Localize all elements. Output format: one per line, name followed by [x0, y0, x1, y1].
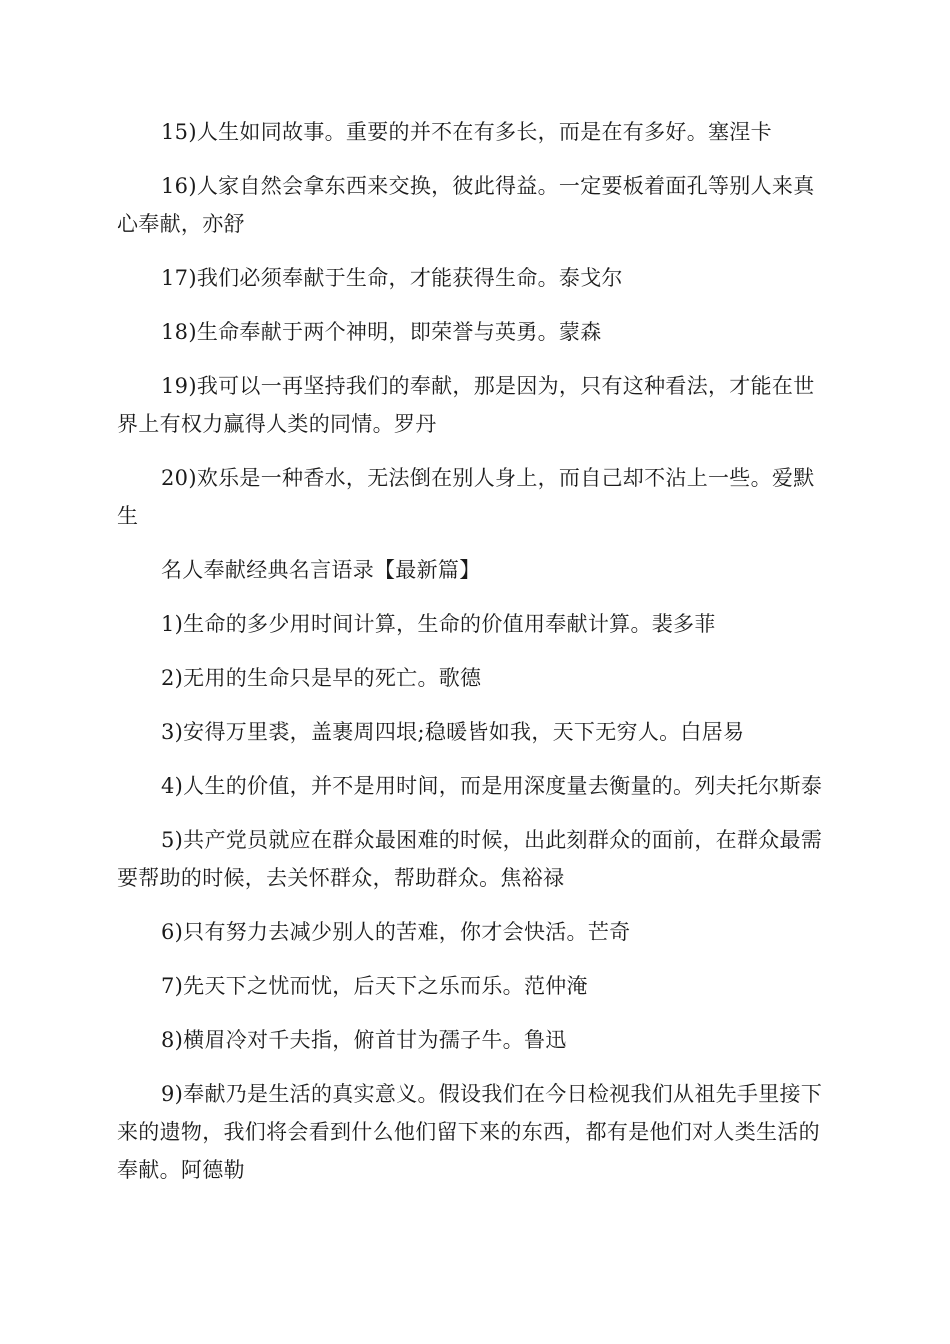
quote-5: 5)共产党员就应在群众最困难的时候，出此刻群众的面前，在群众最需要帮助的时候，去关怀群众，帮助群众。焦裕禄	[117, 828, 823, 890]
quote-16: 16)人家自然会拿东西来交换，彼此得益。一定要板着面孔等别人来真心奉献，亦舒	[117, 174, 815, 236]
quote-6: 6)只有努力去减少别人的苦难，你才会快活。芒奇	[161, 920, 631, 944]
quote-19: 19)我可以一再坚持我们的奉献，那是因为，只有这种看法，才能在世界上有权力赢得人类的同情。罗丹	[117, 374, 815, 436]
quote-8: 8)横眉冷对千夫指，俯首甘为孺子牛。鲁迅	[161, 1028, 567, 1052]
quote-15: 15)人生如同故事。重要的并不在有多长，而是在有多好。塞涅卡	[161, 120, 772, 144]
quote-17: 17)我们必须奉献于生命，才能获得生命。泰戈尔	[161, 266, 623, 290]
section-heading: 名人奉献经典名言语录【最新篇】	[161, 558, 481, 582]
quote-20: 20)欢乐是一种香水，无法倒在别人身上，而自己却不沾上一些。爱默生	[117, 466, 815, 528]
quote-7: 7)先天下之忧而忧，后天下之乐而乐。范仲淹	[161, 974, 588, 998]
quote-3: 3)安得万里裘，盖裹周四垠;稳暖皆如我，天下无穷人。白居易	[161, 720, 745, 744]
quote-18: 18)生命奉献于两个神明，即荣誉与英勇。蒙森	[161, 320, 602, 344]
document-body	[117, 113, 833, 1205]
quote-2: 2)无用的生命只是早的死亡。歌德	[161, 666, 482, 690]
quote-1: 1)生命的多少用时间计算，生命的价值用奉献计算。裴多菲	[161, 612, 716, 636]
quote-9: 9)奉献乃是生活的真实意义。假设我们在今日检视我们从祖先手里接下来的遗物，我们将会看到什么他们留下来的东西，都有是他们对人类生活的奉献。阿德勒	[117, 1082, 823, 1182]
quote-4: 4)人生的价值，并不是用时间，而是用深度量去衡量的。列夫托尔斯泰	[161, 774, 823, 798]
